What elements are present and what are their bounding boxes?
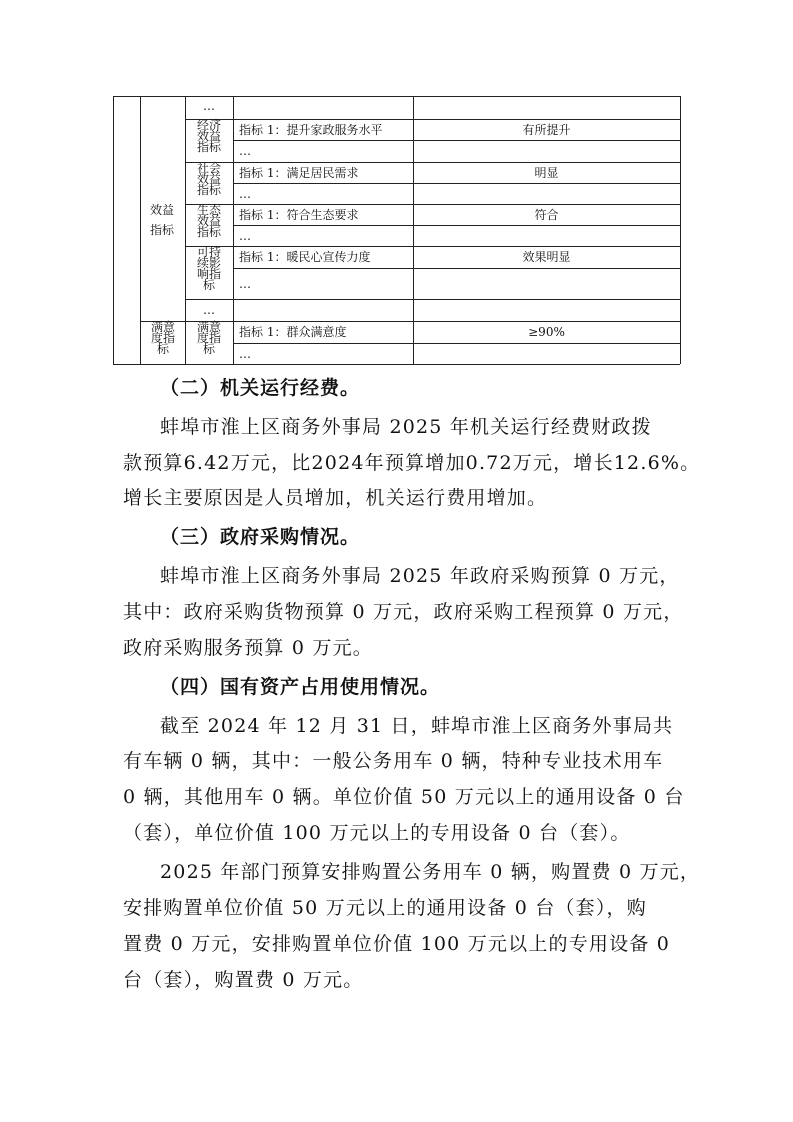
paragraph-line: 0 辆，其他用车 0 辆。单位价值 50 万元以上的通用设备 0 台 bbox=[123, 786, 685, 808]
section-title-state-assets: （四）国有资产占用使用情况。 bbox=[160, 676, 441, 698]
economic-indicator: 指标 1：提升家政服务水平 bbox=[239, 123, 383, 137]
social-target: 明显 bbox=[534, 166, 559, 180]
paragraph-line: 蚌埠市淮上区商务外事局 2025 年机关运行经费财政拨 bbox=[160, 416, 652, 438]
paragraph-line: 有车辆 0 辆，其中：一般公务用车 0 辆，特种专业技术用车 bbox=[123, 750, 664, 772]
economic-target: 有所提升 bbox=[522, 123, 571, 137]
table-ellipsis: … bbox=[239, 347, 251, 361]
table-ellipsis: … bbox=[239, 144, 251, 158]
satisfaction-category-label: 满意 度指 标 bbox=[150, 320, 175, 356]
effect-indicator-label-2: 指标 bbox=[150, 223, 175, 237]
paragraph-line: 款预算6.42万元，比2024年预算增加0.72万元，增长12.6%。 bbox=[123, 452, 701, 474]
performance-indicator-table bbox=[113, 96, 680, 364]
satisfaction-target: ≥90% bbox=[528, 325, 565, 339]
social-indicator: 指标 1：满足居民需求 bbox=[239, 166, 359, 180]
table-ellipsis: … bbox=[239, 187, 251, 201]
paragraph-line: （套），单位价值 100 万元以上的专用设备 0 台（套）。 bbox=[123, 822, 631, 844]
table-ellipsis: … bbox=[239, 277, 251, 291]
paragraph-line: 截至 2024 年 12 月 31 日，蚌埠市淮上区商务外事局共 bbox=[160, 715, 674, 737]
sustain-target: 效果明显 bbox=[522, 250, 571, 264]
section-title-procurement: （三）政府采购情况。 bbox=[160, 526, 361, 548]
paragraph-line: 2025 年部门预算安排购置公务用车 0 辆，购置费 0 万元， bbox=[160, 861, 701, 883]
paragraph-line: 政府采购服务预算 0 万元。 bbox=[123, 637, 373, 659]
table-ellipsis: … bbox=[203, 99, 215, 113]
eco-benefit-label: 生态 效益 指标 bbox=[196, 203, 221, 239]
eco-indicator: 指标 1：符合生态要求 bbox=[239, 208, 359, 222]
satisfaction-indicator-label: 满意 度指 标 bbox=[196, 320, 221, 356]
paragraph-line: 增长主要原因是人员增加，机关运行费用增加。 bbox=[123, 487, 548, 509]
paragraph-line: 安排购置单位价值 50 万元以上的通用设备 0 台（套），购 bbox=[123, 897, 647, 919]
satisfaction-indicator: 指标 1：群众满意度 bbox=[239, 325, 347, 339]
table-ellipsis: … bbox=[203, 303, 215, 317]
section-title-operating-expenses: （二）机关运行经费。 bbox=[160, 377, 361, 399]
paragraph-line: 其中：政府采购货物预算 0 万元，政府采购工程预算 0 万元， bbox=[123, 601, 684, 623]
table-ellipsis: … bbox=[239, 229, 251, 243]
social-benefit-label: 社会 效益 指标 bbox=[196, 161, 221, 197]
paragraph-line: 台（套），购置费 0 万元。 bbox=[123, 969, 364, 991]
sustain-indicator: 指标 1：暖民心宣传力度 bbox=[239, 250, 371, 264]
effect-indicator-label: 效益 bbox=[150, 203, 175, 217]
sustain-benefit-label: 可持 续影 响指 标 bbox=[196, 245, 221, 292]
paragraph-line: 置费 0 万元，安排购置单位价值 100 万元以上的专用设备 0 bbox=[123, 933, 671, 955]
paragraph-line: 蚌埠市淮上区商务外事局 2025 年政府采购预算 0 万元， bbox=[160, 565, 680, 587]
eco-target: 符合 bbox=[534, 208, 559, 222]
economic-benefit-label: 经济 效益 指标 bbox=[196, 118, 221, 154]
